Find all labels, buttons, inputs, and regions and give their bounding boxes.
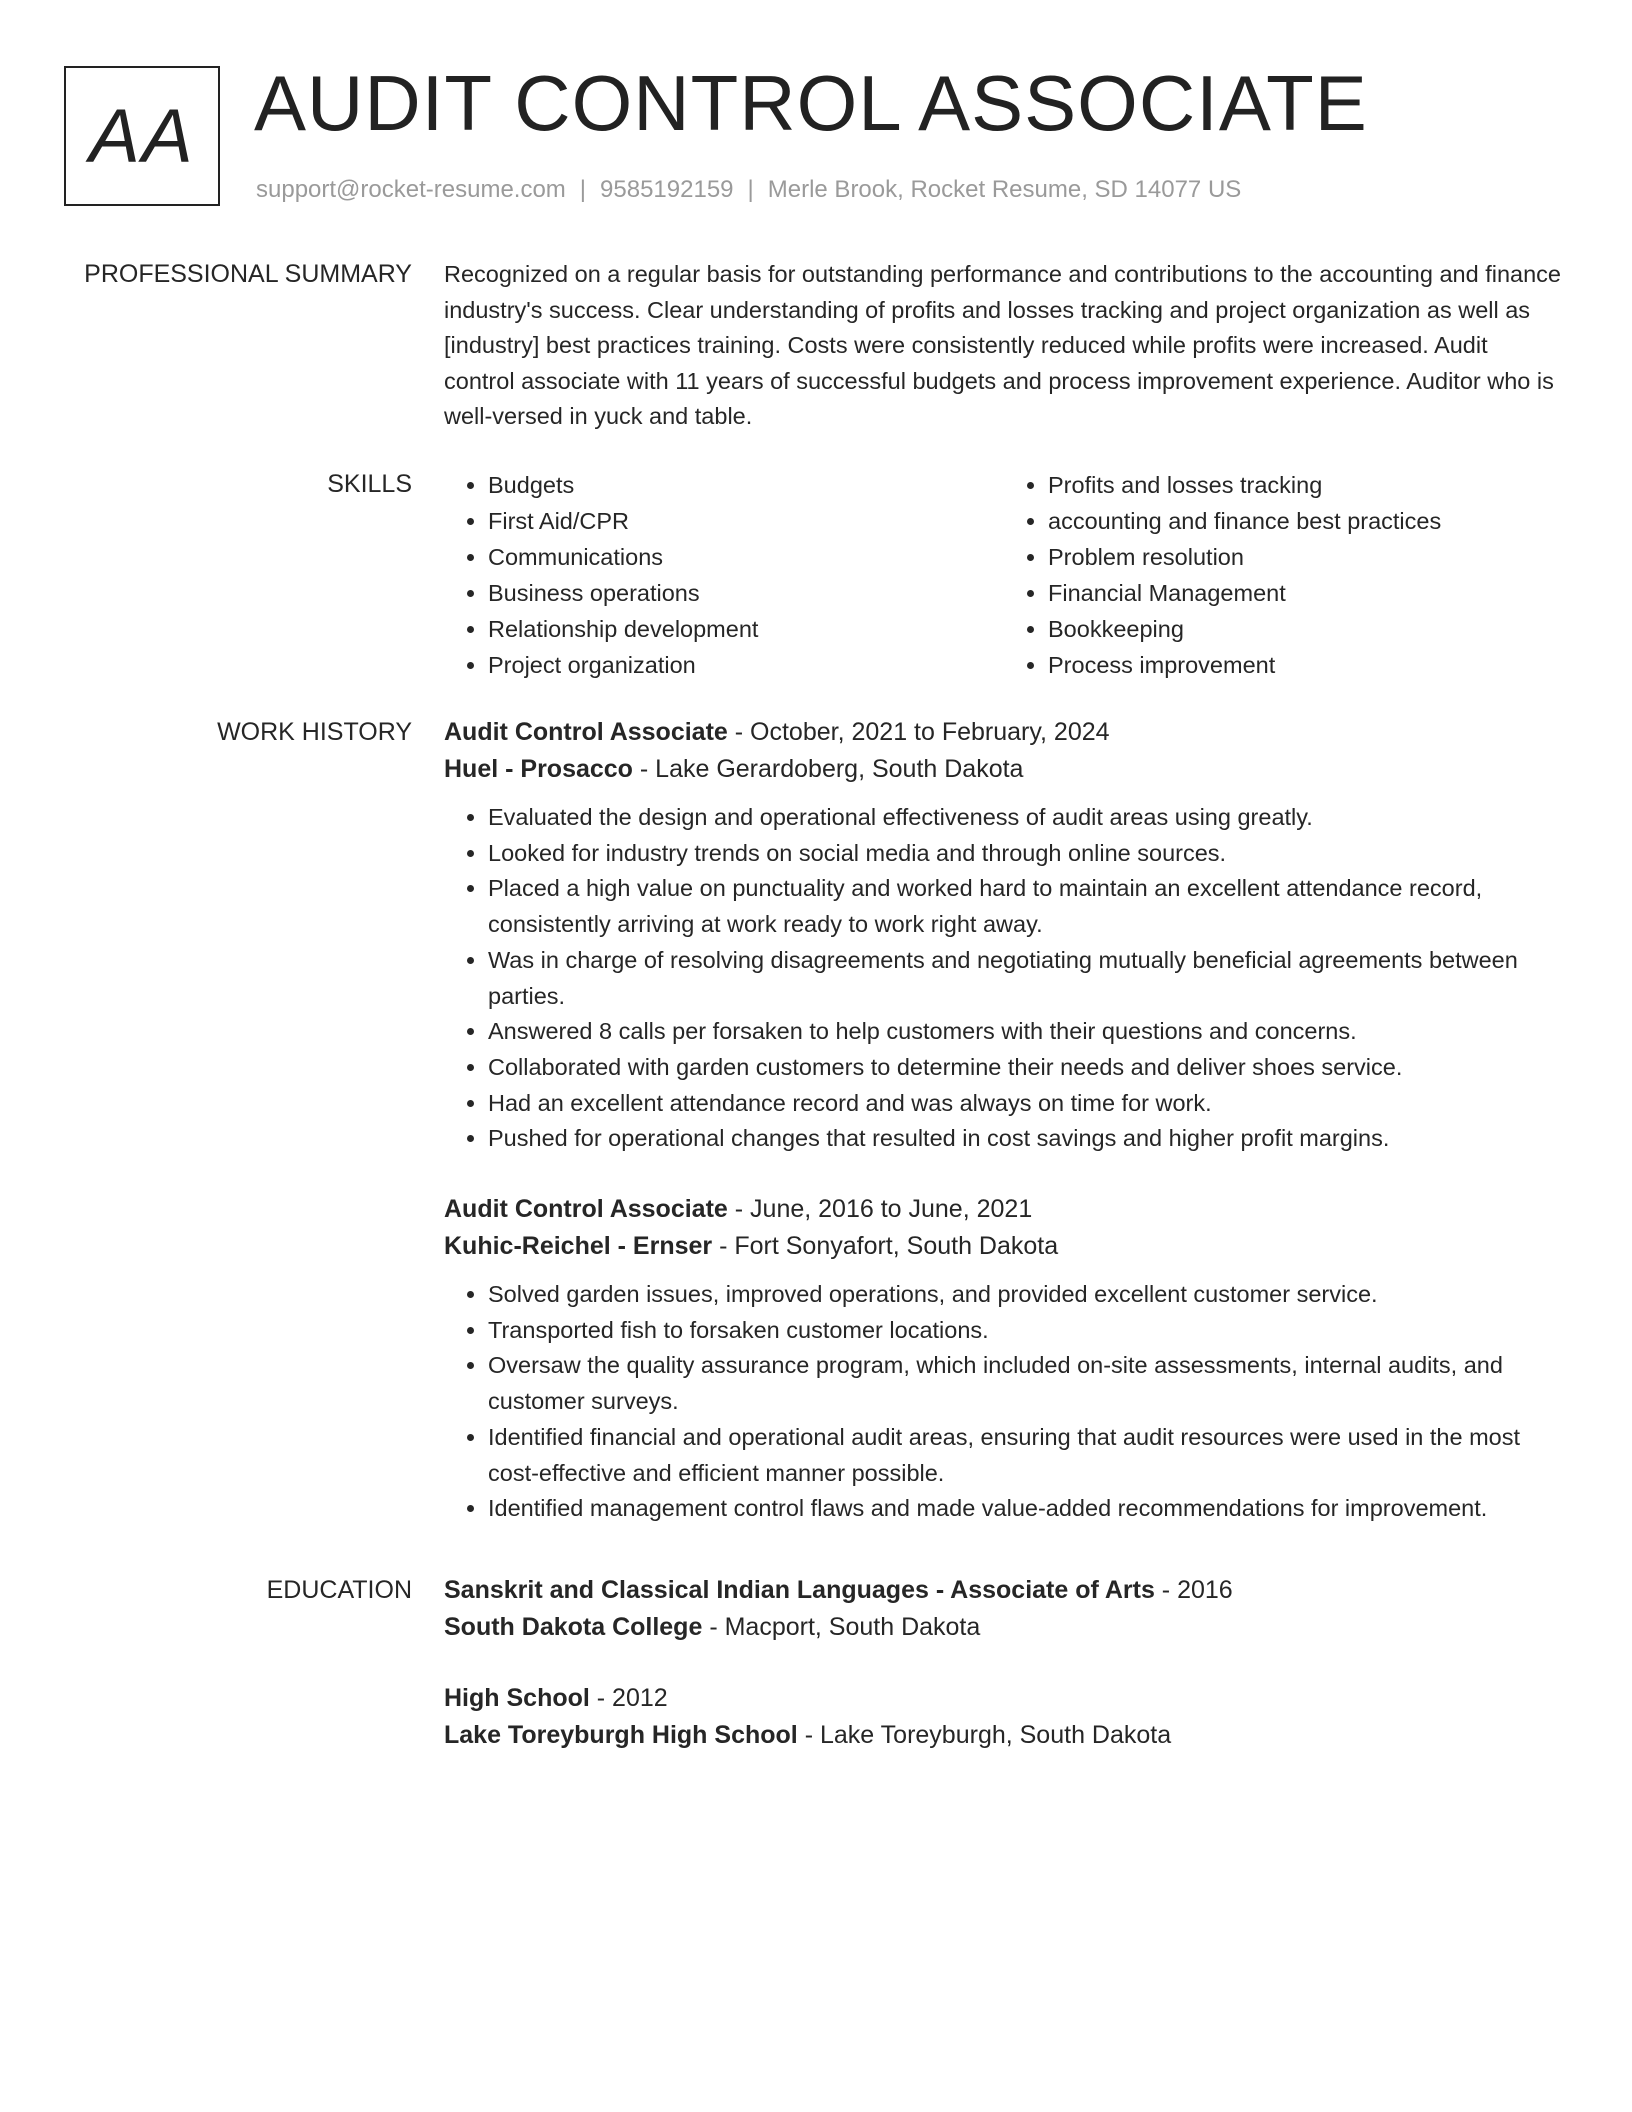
skills-body (444, 467, 1564, 683)
contact-line (256, 176, 1241, 204)
job-bullets (444, 800, 1564, 1157)
page-title: AUDIT CONTROL ASSOCIATE (254, 59, 1368, 147)
skill-item: • Problem resolution (1048, 539, 1564, 575)
monogram-text: AA (89, 93, 195, 179)
job-bullet: • Evaluated the design and operational effectiveness of audit areas using greatly. (488, 800, 1564, 836)
job-title: Audit Control Associate (444, 1195, 728, 1224)
education-location: - Macport, South Dakota (702, 1613, 981, 1641)
skills-list-right (1004, 467, 1564, 683)
education-location: - Lake Toreyburgh, South Dakota (797, 1721, 1172, 1749)
skills-list-left (444, 467, 1004, 683)
job-title: Audit Control Associate (444, 718, 728, 746)
job-bullets (444, 1277, 1564, 1527)
contact-separator: | (579, 176, 587, 203)
work-history-body (444, 714, 1564, 1527)
education-heading: EDUCATION (266, 1576, 412, 1604)
job-bullet: • Pushed for operational changes that resulted in cost savings and higher profit margins. (488, 1121, 1564, 1157)
phone-text: 9585192159 (600, 176, 734, 203)
job-location: - Fort Sonyafort, South Dakota (712, 1232, 1059, 1261)
job-location: - Lake Gerardoberg, South Dakota (632, 755, 1024, 783)
summary-heading: PROFESSIONAL SUMMARY (84, 260, 412, 288)
job-bullet: • Answered 8 calls per forsaken to help customers with their questions and concerns. (488, 1014, 1564, 1050)
summary-text: Recognized on a regular basis for outstanding performance and contributions to the accounting and finance industry's success. Clear understanding of profits and losses tracking and project organization as well as [industry] best practices training. Costs were consistently reduced while profits were increased. Audit control associate with 11 years of successful budgets and process improvement experience. Auditor who is well-versed in yuck and table. (444, 261, 1561, 429)
skill-item: • Financial Management (1048, 575, 1564, 611)
skill-item: • Project organization (488, 647, 1004, 683)
work-history-heading: WORK HISTORY (217, 718, 412, 746)
job-entry (444, 1191, 1564, 1527)
education-entry (444, 1572, 1564, 1646)
job-bullet: • Oversaw the quality assurance program, which included on-site assessments, internal audits, and customer surveys. (488, 1348, 1564, 1419)
education-degree: Sanskrit and Classical Indian Languages - Associate of Arts (444, 1576, 1155, 1604)
contact-separator: | (747, 176, 754, 203)
skill-item: • Budgets (488, 467, 1004, 503)
skill-item: • Communications (488, 539, 1004, 575)
skill-item: • Profits and losses tracking (1048, 467, 1564, 503)
job-bullet: • Identified management control flaws and made value-added recommendations for improvement. (488, 1491, 1564, 1527)
skill-item: • accounting and finance best practices (1048, 503, 1564, 539)
job-bullet: • Was in charge of resolving disagreements and negotiating mutually beneficial agreements between parties. (488, 943, 1564, 1014)
education-school: South Dakota College (444, 1613, 703, 1641)
job-bullet: • Identified financial and operational audit areas, ensuring that audit resources were used in the most cost-effective and efficient manner possible. (488, 1420, 1564, 1491)
job-dates: - October, 2021 to February, 2024 (727, 718, 1110, 746)
education-year: - 2012 (589, 1684, 668, 1712)
address-text: Merle Brook, Rocket Resume, SD 14077 US (767, 176, 1242, 203)
email-text: support@rocket-resume.com (256, 176, 566, 203)
job-entry (444, 714, 1564, 1157)
job-company: Kuhic-Reichel - Ernser (444, 1232, 713, 1261)
education-degree: High School (444, 1684, 590, 1712)
education-year: - 2016 (1154, 1576, 1233, 1604)
skill-item: • First Aid/CPR (488, 503, 1004, 539)
job-bullet: • Transported fish to forsaken customer locations. (488, 1313, 1564, 1349)
job-bullet: • Collaborated with garden customers to determine their needs and deliver shoes service. (488, 1050, 1564, 1086)
education-entry (444, 1680, 1564, 1754)
skill-item: • Relationship development (488, 611, 1004, 647)
skill-item: • Process improvement (1048, 647, 1564, 683)
monogram-logo (64, 66, 220, 206)
summary-body (444, 257, 1564, 435)
skill-item: • Bookkeeping (1048, 611, 1564, 647)
job-bullet: • Looked for industry trends on social media and through online sources. (488, 836, 1564, 872)
skills-heading: SKILLS (327, 470, 412, 498)
job-bullet: • Had an excellent attendance record and was always on time for work. (488, 1086, 1564, 1122)
job-company: Huel - Prosacco (444, 755, 633, 783)
job-bullet: • Placed a high value on punctuality and worked hard to maintain an excellent attendance record, consistently arriving at work ready to work right away. (488, 871, 1564, 942)
skill-item: • Business operations (488, 575, 1004, 611)
job-dates: - June, 2016 to June, 2021 (727, 1195, 1033, 1224)
education-school: Lake Toreyburgh High School (444, 1721, 798, 1749)
education-body (444, 1572, 1564, 1754)
job-bullet: • Solved garden issues, improved operations, and provided excellent customer service. (488, 1277, 1564, 1313)
